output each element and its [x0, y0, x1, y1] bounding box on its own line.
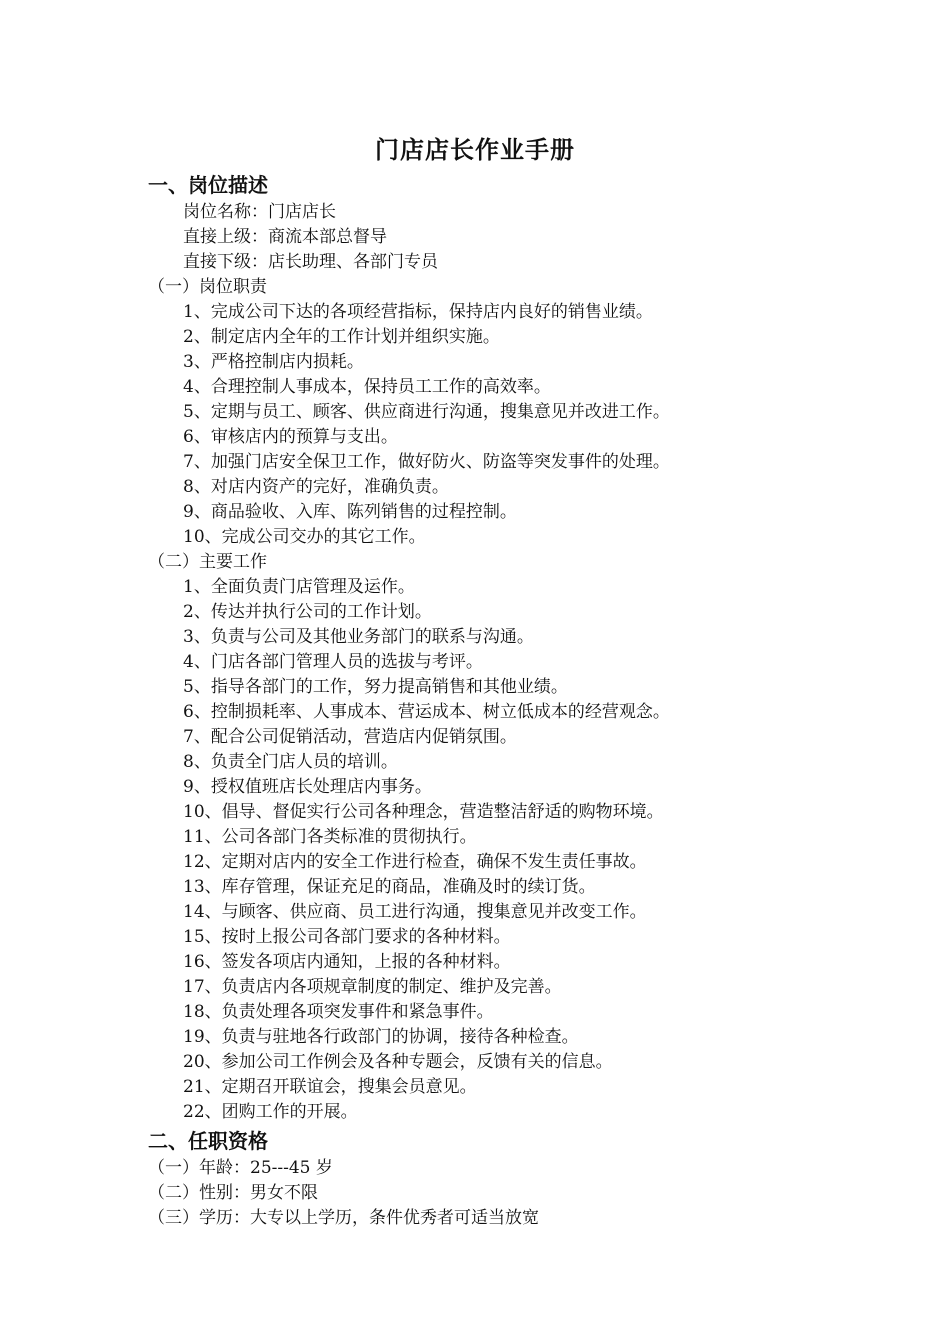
info-direct-superior: 直接上级：商流本部总督导 [183, 227, 387, 247]
document-title: 门店店长作业手册 [375, 135, 575, 164]
duty-item: 7、加强门店安全保卫工作，做好防火、防盗等突发事件的处理。 [183, 452, 670, 472]
work-item: 5、指导各部门的工作，努力提高销售和其他业绩。 [183, 677, 568, 697]
work-item: 16、签发各项店内通知，上报的各种材料。 [183, 952, 511, 972]
work-item: 18、负责处理各项突发事件和紧急事件。 [183, 1002, 494, 1022]
work-item: 7、配合公司促销活动，营造店内促销氛围。 [183, 727, 517, 747]
work-item: 21、定期召开联谊会，搜集会员意见。 [183, 1077, 477, 1097]
work-item: 10、倡导、督促实行公司各种理念，营造整洁舒适的购物环境。 [183, 802, 664, 822]
info-direct-subordinate: 直接下级：店长助理、各部门专员 [183, 252, 438, 272]
duty-item: 5、定期与员工、顾客、供应商进行沟通，搜集意见并改进工作。 [183, 402, 670, 422]
duty-item: 3、严格控制店内损耗。 [183, 352, 364, 372]
work-item: 20、参加公司工作例会及各种专题会，反馈有关的信息。 [183, 1052, 613, 1072]
info-position-name: 岗位名称：门店店长 [183, 202, 336, 222]
work-item: 1、全面负责门店管理及运作。 [183, 577, 415, 597]
duty-item: 9、商品验收、入库、陈列销售的过程控制。 [183, 502, 517, 522]
duty-item: 8、对店内资产的完好，准确负责。 [183, 477, 449, 497]
work-item: 12、定期对店内的安全工作进行检查，确保不发生责任事故。 [183, 852, 647, 872]
section-heading-job-description: 一、岗位描述 [148, 173, 268, 197]
work-item: 2、传达并执行公司的工作计划。 [183, 602, 432, 622]
work-item: 3、负责与公司及其他业务部门的联系与沟通。 [183, 627, 534, 647]
qualification-age: （一）年龄：25---45 岁 [148, 1158, 333, 1178]
qualification-education: （三）学历：大专以上学历，条件优秀者可适当放宽 [148, 1208, 539, 1228]
work-item: 13、库存管理，保证充足的商品，准确及时的续订货。 [183, 877, 596, 897]
work-item: 11、公司各部门各类标准的贯彻执行。 [183, 827, 477, 847]
work-item: 6、控制损耗率、人事成本、营运成本、树立低成本的经营观念。 [183, 702, 670, 722]
work-item: 4、门店各部门管理人员的选拔与考评。 [183, 652, 483, 672]
duty-item: 1、完成公司下达的各项经营指标，保持店内良好的销售业绩。 [183, 302, 653, 322]
duty-item: 6、审核店内的预算与支出。 [183, 427, 398, 447]
work-item: 9、授权值班店长处理店内事务。 [183, 777, 432, 797]
work-item: 19、负责与驻地各行政部门的协调，接待各种检查。 [183, 1027, 579, 1047]
subheading-duties: （一）岗位职责 [148, 277, 267, 297]
work-item: 8、负责全门店人员的培训。 [183, 752, 398, 772]
duty-item: 10、完成公司交办的其它工作。 [183, 527, 426, 547]
document-body [148, 171, 868, 1231]
work-item: 22、团购工作的开展。 [183, 1102, 358, 1122]
work-item: 14、与顾客、供应商、员工进行沟通，搜集意见并改变工作。 [183, 902, 647, 922]
duty-item: 2、制定店内全年的工作计划并组织实施。 [183, 327, 500, 347]
qualification-gender: （二）性别：男女不限 [148, 1183, 318, 1203]
work-item: 17、负责店内各项规章制度的制定、维护及完善。 [183, 977, 562, 997]
section-heading-qualifications: 二、任职资格 [148, 1129, 268, 1153]
work-item: 15、按时上报公司各部门要求的各种材料。 [183, 927, 511, 947]
subheading-main-work: （二）主要工作 [148, 552, 267, 572]
duty-item: 4、合理控制人事成本，保持员工工作的高效率。 [183, 377, 551, 397]
